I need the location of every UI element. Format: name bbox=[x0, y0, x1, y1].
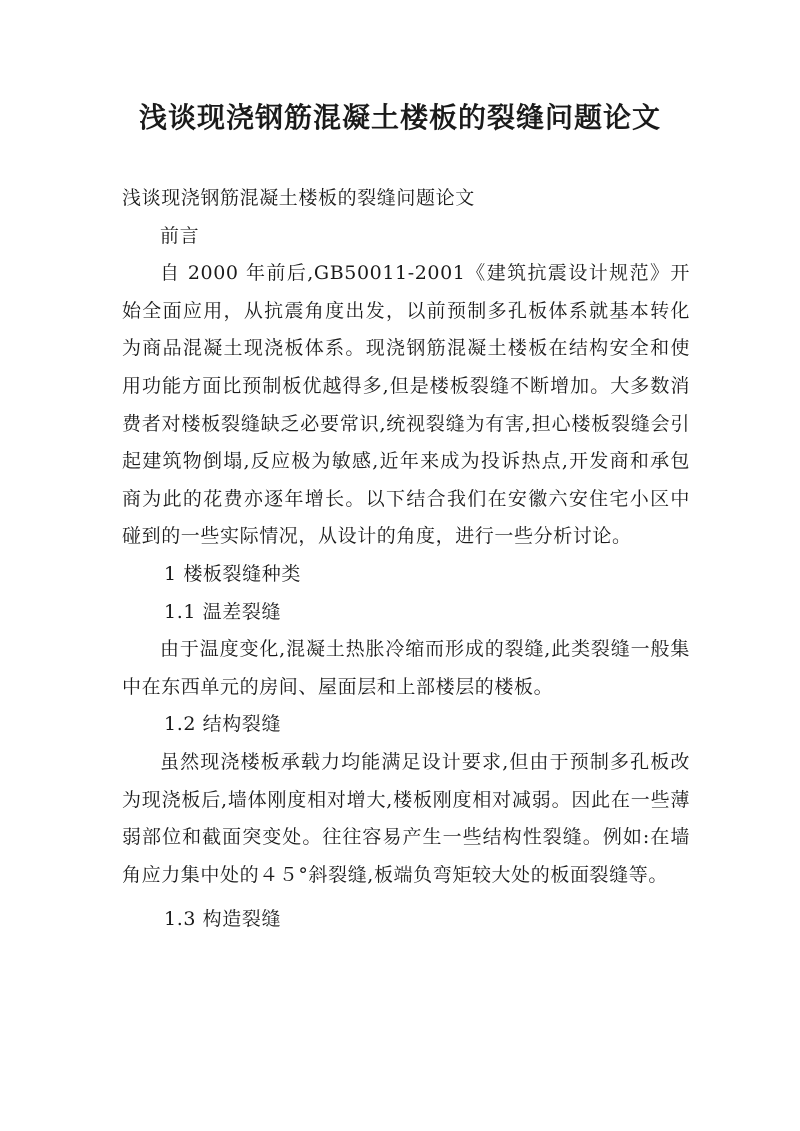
section-1-1-paragraph: 由于温度变化,混凝土热胀冷缩而形成的裂缝,此类裂缝一般集中在东西单元的房间、屋面层和上部楼层的楼板。 bbox=[122, 638, 690, 698]
section-1-heading: 1 楼板裂缝种类 bbox=[164, 562, 301, 585]
document-subtitle: 浅谈现浇钢筋混凝土楼板的裂缝问题论文 bbox=[122, 187, 475, 209]
section-1-2-heading: 1.2 结构裂缝 bbox=[164, 713, 282, 736]
preface-paragraph: 自 2000 年前后,GB50011-2001《建筑抗震设计规范》开始全面应用，从抗震角度出发，以前预制多孔板体系就基本转化为商品混凝土现浇板体系。现浇钢筋混凝土楼板在结构安全和使用功能方面比预制板优越得多,但是楼板裂缝不断增加。大多数消费者对楼板裂缝缺乏必要常识,统视裂缝为有害,担心楼板裂缝会引起建筑物倒塌,反应极为敏感,近年来成为投诉热点,开发商和承包商为此的花费亦逐年增长。以下结合我们在安徽六安住宅小区中碰到的一些实际情况，从设计的角度，进行一些分析讨论。 bbox=[122, 262, 690, 548]
document-body bbox=[122, 180, 690, 939]
document-title: 浅谈现浇钢筋混凝土楼板的裂缝问题论文 bbox=[138, 101, 661, 134]
section-1-2-paragraph: 虽然现浇楼板承载力均能满足设计要求,但由于预制多孔板改为现浇板后,墙体刚度相对增大,楼板刚度相对减弱。因此在一些薄弱部位和截面突变处。往往容易产生一些结构性裂缝。例如:在墙角应力集中处的４５°斜裂缝,板端负弯矩较大处的板面裂缝等。 bbox=[122, 750, 690, 886]
preface-heading: 前言 bbox=[160, 224, 200, 247]
section-1-3-heading: 1.3 构造裂缝 bbox=[164, 908, 282, 931]
section-1-1-heading: 1.1 温差裂缝 bbox=[164, 600, 282, 623]
